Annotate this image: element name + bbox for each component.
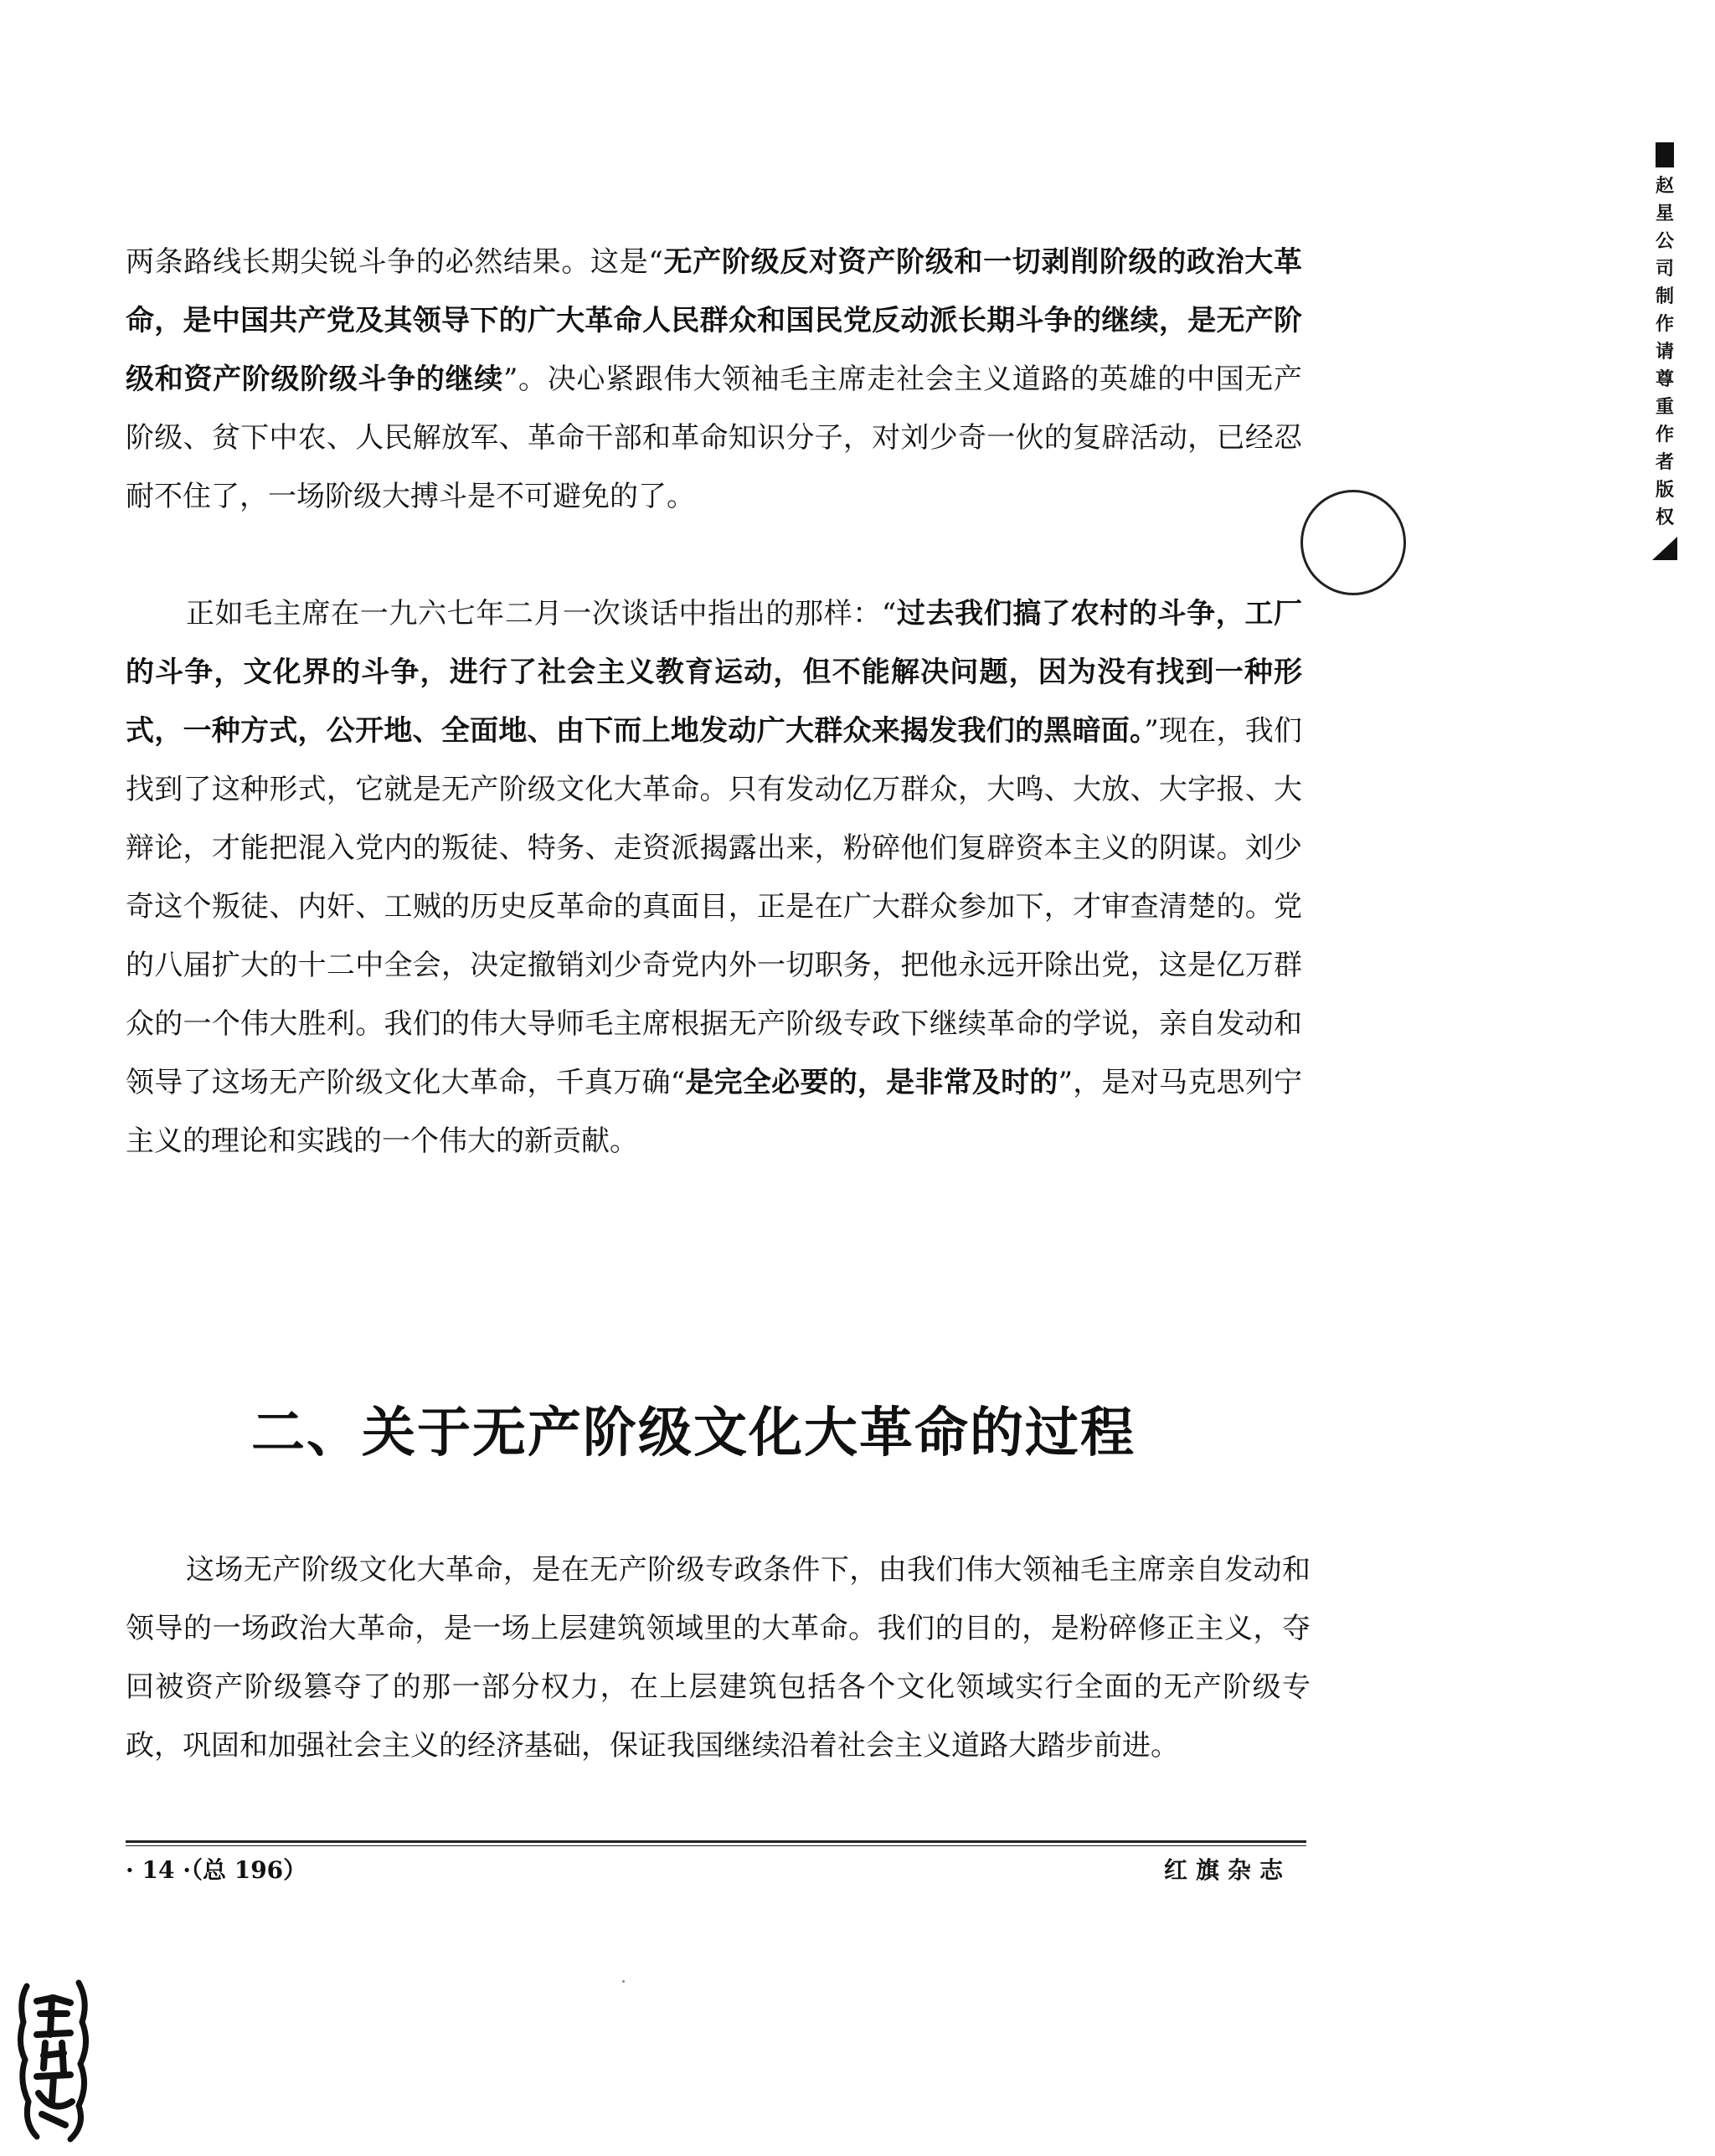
side-tag-char: 尊 bbox=[1655, 369, 1674, 390]
para2-text-1: 正如毛主席在一九六七年二月一次谈话中指出的那样：“ bbox=[186, 597, 897, 630]
paragraph-1 bbox=[126, 233, 1302, 526]
para2-quote-bold-1: 过去我们搞了农村的斗争，工厂的斗争，文化界的斗争，进行了社会主义教育运动，但不能解决问题，因为没有找到一种形式，一种方式，公开地、全面地、由下而上地发动广大群众来揭发我们的黑暗面。 bbox=[126, 597, 1302, 748]
para1-text-2: ”。决心紧跟伟大领袖毛主席走社会主义道路的英雄的中国无产阶级、贫下中农、人民解放军、革命干部和革命知识分子，对刘少奇一伙的复辟活动，已经忍耐不住了，一场阶级大搏斗是不可避免的了。 bbox=[126, 363, 1303, 513]
footer-rule-thin bbox=[126, 1845, 1306, 1846]
side-copyright-tag bbox=[1648, 142, 1682, 560]
side-tag-bottom-bar-icon bbox=[1652, 537, 1677, 560]
paragraph-3: 这场无产阶级文化大革命，是在无产阶级专政条件下，由我们伟大领袖毛主席亲自发动和领导的一场政治大革命，是一场上层建筑领域里的大革命。我们的目的，是粉碎修正主义，夺回被资产阶级篡夺了的那一部分权力，在上层建筑包括各个文化领域实行全面的无产阶级专政，巩固和加强社会主义的经济基础，保证我国继续沿着社会主义道路大踏步前进。 bbox=[126, 1553, 1311, 1762]
side-tag-char: 制 bbox=[1655, 286, 1674, 307]
paragraph-2 bbox=[126, 584, 1302, 1171]
para2-text-2: ”现在，我们找到了这种形式，它就是无产阶级文化大革命。只有发动亿万群众，大鸣、大放、大字报、大辩论，才能把混入党内的叛徒、特务、走资派揭露出来，粉碎他们复辟资本主义的阴谋。刘少奇这个叛徒、内奸、工贼的历史反革命的真面目，正是在广大群众参加下，才审查清楚的。党的八届扩大的十二中全会，决定撤销刘少奇党内外一切职务，把他永远开除出党，这是亿万群众的一个伟大胜利。我们的伟大导师毛主席根据无产阶级专政下继续革命的学说，亲自发动和领导了这场无产阶级文化大革命，千真万确“ bbox=[126, 714, 1302, 1099]
side-tag-char: 重 bbox=[1655, 397, 1674, 418]
side-tag-char: 权 bbox=[1655, 507, 1674, 528]
speck bbox=[622, 1980, 625, 1983]
footer-rule-thick bbox=[126, 1840, 1306, 1843]
side-tag-char: 请 bbox=[1655, 342, 1674, 363]
circle-mark-icon bbox=[1300, 490, 1406, 595]
journal-name: 红旗杂志 bbox=[1164, 1856, 1292, 1884]
side-tag-char: 星 bbox=[1655, 203, 1674, 224]
side-tag-char: 赵 bbox=[1655, 176, 1674, 197]
side-tag-char: 司 bbox=[1655, 259, 1674, 280]
para1-quote-bold: 无产阶级反对资产阶级和一切剥削阶级的政治大革命，是中国共产党及其领导下的广大革命人民群众和国民党反动派长期斗争的继续，是无产阶级和资产阶级阶级斗争的继续 bbox=[126, 245, 1302, 396]
para1-text-1: 两条路线长期尖锐斗争的必然结果。这是“ bbox=[126, 245, 663, 279]
side-tag-char: 版 bbox=[1655, 480, 1674, 501]
section-title: 二、关于无产阶级文化大革命的过程 bbox=[251, 1402, 1136, 1464]
para2-text-3: ”，是对马克思列宁主义的理论和实践的一个伟大的新贡献。 bbox=[126, 1066, 1303, 1158]
page-number: · 14 ·（总 196） bbox=[126, 1856, 307, 1884]
side-tag-char: 公 bbox=[1655, 231, 1674, 252]
side-tag-char: 作 bbox=[1655, 425, 1674, 445]
side-tag-char: 者 bbox=[1655, 452, 1674, 473]
side-tag-top-bar-icon bbox=[1656, 142, 1674, 167]
seal-stamp-icon bbox=[12, 1976, 95, 2143]
side-tag-char: 作 bbox=[1655, 314, 1674, 335]
para2-quote-bold-2: 是完全必要的，是非常及时的 bbox=[685, 1066, 1058, 1099]
